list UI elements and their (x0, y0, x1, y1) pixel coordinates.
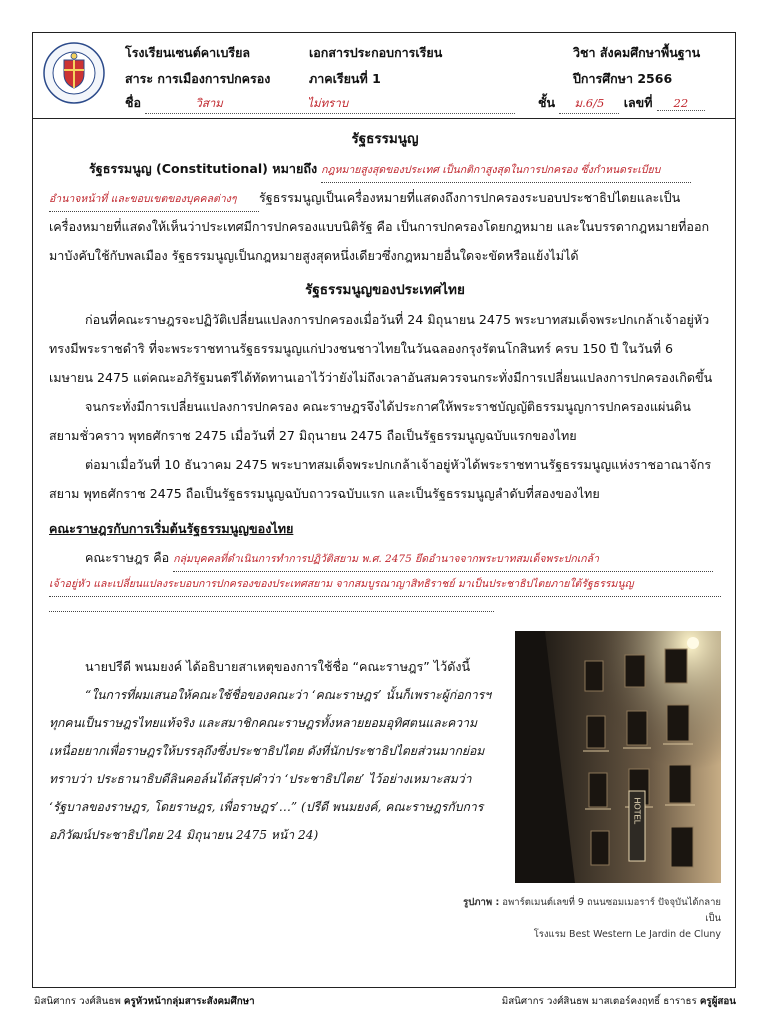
definition-answer-1[interactable]: กฎหมายสูงสุดของประเทศ เป็นกติกาสูงสุดในการปกครอง ซึ่งกำหนดระเบียบ (321, 158, 691, 183)
pridi-quote-block (49, 653, 494, 849)
main-content (49, 125, 721, 612)
number-field[interactable] (657, 95, 705, 111)
hotel-photo (515, 631, 721, 883)
name-first: วิสาม (195, 96, 223, 110)
page-title: รัฐธรรมนูญ (351, 131, 419, 147)
class-value: ม.6/5 (574, 96, 605, 110)
school-logo (43, 42, 105, 104)
paragraph-3: ต่อมาเมื่อวันที่ 10 ธันวาคม 2475 พระบาทสมเด็จพระปกเกล้าเจ้าอยู่หัวได้พระราชทานรัฐธรรมนูญแห่งราชอาณาจักรสยาม พุทธศักราช 2475 ถือเป็นรัฐธรรมนูญฉบับถาวรฉบับแรก และเป็นรัฐธรรมนูญลำดับที่สองของไทย (49, 457, 712, 501)
class-label: ชั้น (538, 95, 556, 110)
number-value: 22 (673, 96, 689, 110)
class-row (538, 93, 705, 114)
hotel-sign: HOTEL (632, 797, 642, 825)
definition-answer-2[interactable]: อำนาจหน้าที่ และขอบเขตของบุคคลต่างๆ (49, 187, 259, 212)
caption-line-2: โรงแรม Best Western Le Jardin de Cluny (533, 929, 721, 940)
name-last: ไม่ทราบ (307, 96, 349, 110)
number-label: เลขที่ (623, 95, 653, 110)
name-row (125, 93, 515, 114)
khana-label: คณะราษฎร คือ (85, 550, 170, 565)
footer-left-role: ครูหัวหน้ากลุ่มสาระสังคมศึกษา (123, 996, 255, 1007)
school-name: โรงเรียนเซนต์คาเบรียล (125, 45, 251, 60)
strand: สาระ การเมืองการปกครอง (125, 71, 271, 86)
definition-body (49, 183, 721, 270)
paragraph-1: ก่อนที่คณะราษฎรจะปฏิวัติเปลี่ยนแปลงการปกครองเมื่อวันที่ 24 มิถุนายน 2475 พระบาทสมเด็จพระปกเกล้าเจ้าอยู่หัวทรงมีพระราชดำริ ที่จะพระราชทานรัฐธรรมนูญแก่ปวงชนชาวไทยในวันฉลองกรุงรัตนโกสินทร์ ครบ 150 ปี ในวันที่ 6 เมษายน 2475 แต่คณะอภิรัฐมนตรีได้ทัดทานเอาไว้ว่ายังไม่ถึงเวลาอันสมควรจนกระทั่งมีการเปลี่ยนแปลงการปกครองเกิดขึ้น (49, 312, 713, 385)
khana-answer-1[interactable]: กลุ่มบุคคลที่ดำเนินการทำการปฏิวัติสยาม พ.ศ. 2475 ยึดอำนาจจากพระบาทสมเด็จพระปกเกล้า (173, 547, 713, 572)
caption-label: รูปภาพ : (463, 897, 500, 908)
blank-answer-line[interactable] (49, 597, 494, 612)
khana-answer-line-2 (49, 572, 721, 597)
khana-answer-2[interactable]: เจ้าอยู่หัว และเปลี่ยนแปลงระบอบการปกครองของประเทศสยาม จากสมบูรณาญาสิทธิราชย์ มาเป็นประชาธิปไตยภายใต้รัฐธรรมนูญ (49, 572, 721, 597)
academic-year: ปีการศึกษา 2566 (573, 71, 673, 86)
paragraph-2: จนกระทั่งมีการเปลี่ยนแปลงการปกครอง คณะราษฎรจึงได้ประกาศให้พระราชบัญญัติธรรมนูญการปกครองแผ่นดินสยามชั่วคราว พุทธศักราช 2475 เมื่อวันที่ 27 มิถุนายน 2475 ถือเป็นรัฐธรรมนูญฉบับแรกของไทย (49, 399, 691, 443)
section-thai-constitution-title: รัฐธรรมนูญของประเทศไทย (305, 282, 465, 298)
footer-right (502, 994, 736, 1009)
pridi-quote: “ในการที่ผมเสนอให้คณะใช้ชื่อของคณะว่า ‘คณะราษฎร’ นั้นก็เพราะผู้ก่อการฯ ทุกคนเป็นราษฎรไทยแท้จริง และสมาชิกคณะราษฎรทั้งหลายยอมอุทิศตนและความเหนื่อยยากเพื่อราษฎรให้บรรลุถึงซึ่งประชาธิปไตย ดังที่นักประชาธิปไตยส่วนมากย่อมทราบว่า ประธานาธิบดีลินคอล์นได้สรุปคำว่า ‘ประชาธิปไตย’ ไว้อย่างเหมาะสมว่า ‘รัฐบาลของราษฎร, โดยราษฎร, เพื่อราษฎร’…” (ปรีดี พนมยงค์, คณะราษฎรกับการอภิวัฒน์ประชาธิปไตย 24 มิถุนายน 2475 หน้า 24) (49, 688, 492, 842)
quote-intro: นายปรีดี พนมยงค์ ได้อธิบายสาเหตุของการใช้ชื่อ “คณะราษฎร” ไว้ดังนี้ (85, 659, 471, 674)
subject: วิชา สังคมศึกษาพื้นฐาน (573, 45, 701, 60)
footer-right-role: ครูผู้สอน (699, 996, 736, 1007)
class-field[interactable] (559, 95, 619, 114)
semester: ภาคเรียนที่ 1 (309, 71, 381, 86)
page-frame (32, 32, 736, 988)
footer-right-names: มิสนิศากร วงศ์สินธพ มาสเตอร์คงฤทธิ์ ธาราธร (501, 996, 697, 1007)
section-khana-ratsadon-title: คณะราษฎรกับการเริ่มต้นรัฐธรรมนูญของไทย (49, 521, 294, 536)
khana-definition-line (49, 543, 721, 572)
photo-caption (453, 895, 721, 943)
header (33, 33, 735, 119)
name-label: ชื่อ (125, 95, 141, 110)
footer-left-name: มิสนิศากร วงศ์สินธพ (34, 996, 121, 1007)
doc-type: เอกสารประกอบการเรียน (309, 45, 443, 60)
definition-rest: รัฐธรรมนูญเป็นเครื่องหมายที่แสดงถึงการปกครองระบอบประชาธิปไตยและเป็นเครื่องหมายที่แสดงให้เห็นว่าประเทศมีการปกครองแบบนิติรัฐ คือ เป็นการปกครองโดยกฎหมาย และในบรรดากฎหมายที่ออกมาบังคับใช้กับพลเมือง รัฐธรรมนูญเป็นกฎหมายสูงสุดหนึ่งเดียวซึ่งกฎหมายอื่นใดจะขัดหรือแย้งไม่ได้ (49, 190, 710, 263)
caption-line-1: อพาร์ตเมนต์เลขที่ 9 ถนนซอมเมอราร์ ปัจจุบันได้กลายเป็น (502, 897, 721, 924)
definition-line (49, 154, 721, 183)
name-field[interactable] (145, 95, 515, 114)
definition-term: รัฐธรรมนูญ (Constitutional) หมายถึง (89, 161, 318, 176)
footer-left (34, 994, 255, 1009)
